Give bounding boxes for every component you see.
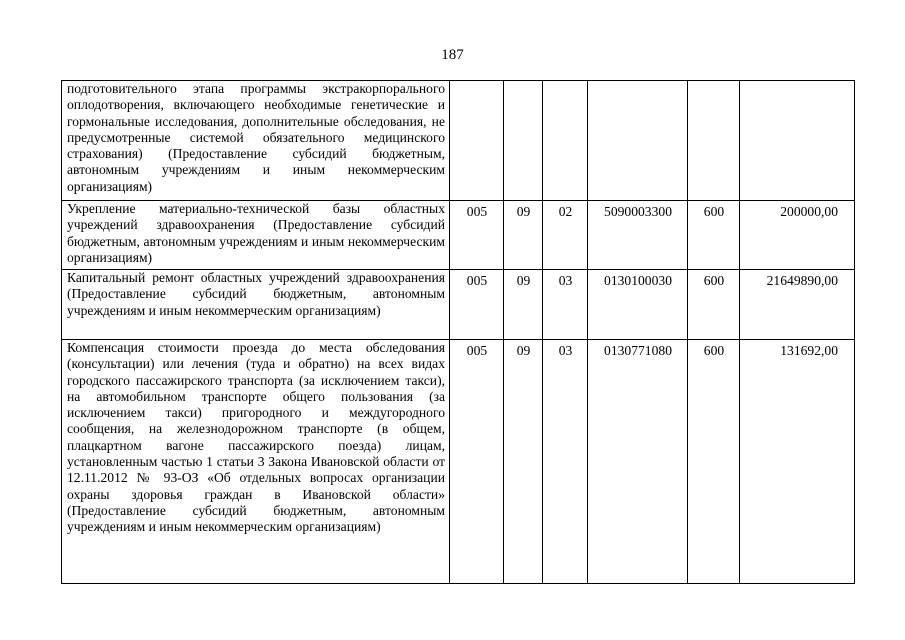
section-code: 09	[504, 201, 543, 270]
ministry-code: 005	[450, 201, 504, 270]
table-row	[62, 81, 855, 201]
row-description: Капитальный ремонт областных учреждений здравоохранения (Предоставление субсидий бюджетным, автономным учреждениям и иным некоммерческим организациям)	[62, 270, 450, 340]
expense-type-code: 600	[688, 270, 740, 340]
subsection-code: 03	[543, 340, 588, 584]
target-article-code: 5090003300	[588, 201, 688, 270]
subsection-code: 02	[543, 201, 588, 270]
amount-value: 131692,00	[740, 340, 855, 584]
section-code: 09	[504, 340, 543, 584]
amount-value: 21649890,00	[740, 270, 855, 340]
amount-value: 200000,00	[740, 201, 855, 270]
subsection-code	[543, 81, 588, 201]
target-article-code: 0130771080	[588, 340, 688, 584]
expense-type-code: 600	[688, 201, 740, 270]
target-article-code: 0130100030	[588, 270, 688, 340]
section-code: 09	[504, 270, 543, 340]
row-description: подготовительного этапа программы экстракорпорального оплодотворения, включающего необходимые генетические и гормональные исследования, дополнительные обследования, не предусмотренные системой обязательного медицинского страхования) (Предоставление субсидий бюджетным, автономным учреждениям и иным некоммерческим организациям)	[62, 81, 450, 201]
ministry-code: 005	[450, 270, 504, 340]
page-number: 187	[441, 47, 464, 63]
subsection-code: 03	[543, 270, 588, 340]
ministry-code: 005	[450, 340, 504, 584]
expense-type-code	[688, 81, 740, 201]
target-article-code	[588, 81, 688, 201]
table-row	[62, 340, 855, 584]
budget-table	[61, 80, 855, 584]
amount-value	[740, 81, 855, 201]
expense-type-code: 600	[688, 340, 740, 584]
table-row	[62, 201, 855, 270]
section-code	[504, 81, 543, 201]
ministry-code	[450, 81, 504, 201]
row-description: Укрепление материально-технической базы областных учреждений здравоохранения (Предоставление субсидий бюджетным, автономным учреждениям и иным некоммерческим организациям)	[62, 201, 450, 270]
row-description: Компенсация стоимости проезда до места обследования (консультации) или лечения (туда и обратно) на всех видах городского пассажирского транспорта (за исключением такси), на автомобильном транспорте общего пользования (за исключением такси) пригородного и междугородного сообщения, на железнодорожном транспорте (в общем, плацкартном вагоне пассажирского поезда) лицам, установленным частью 1 статьи 3 Закона Ивановской области от 12.11.2012 № 93-ОЗ «Об отдельных вопросах организации охраны здоровья граждан в Ивановской области» (Предоставление субсидий бюджетным, автономным учреждениям и иным некоммерческим организациям)	[62, 340, 450, 584]
table-row	[62, 270, 855, 340]
